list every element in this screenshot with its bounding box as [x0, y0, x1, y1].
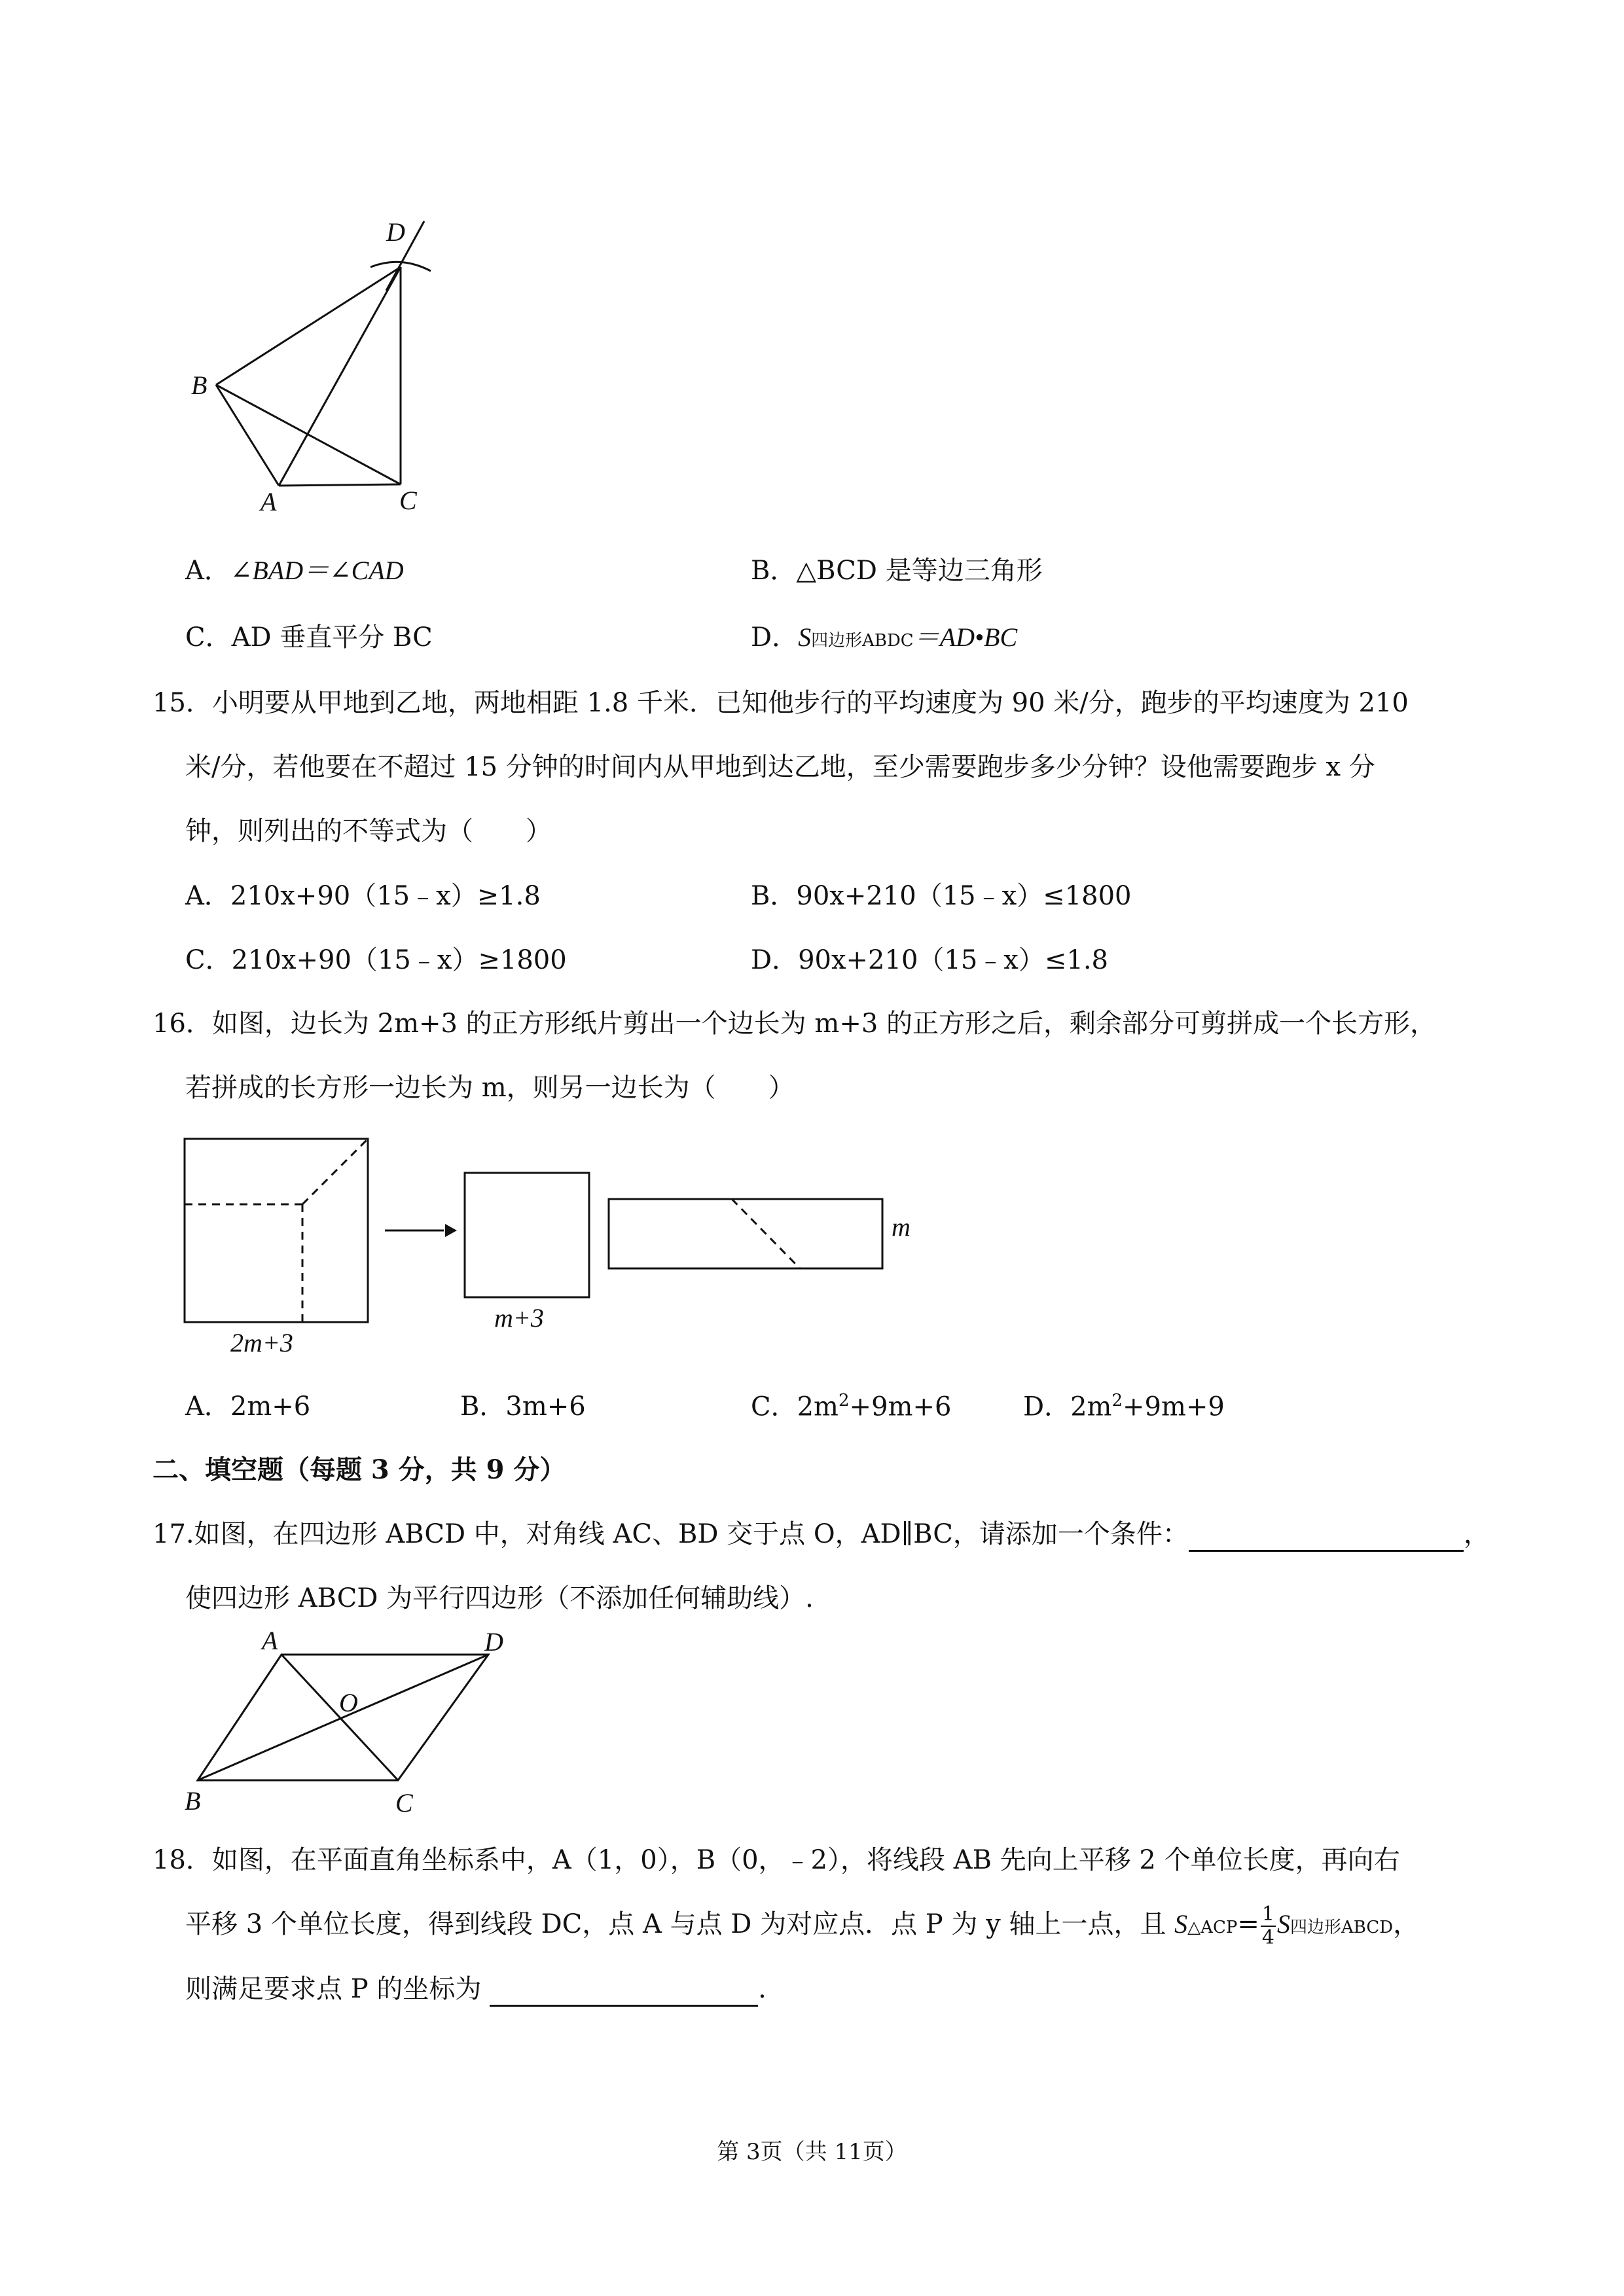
- q15-line-3: 钟，则列出的不等式为（ ）: [185, 816, 552, 846]
- q18-line-1: [153, 1844, 1400, 1876]
- q14-option-a[interactable]: [185, 555, 404, 586]
- fraction-numerator: 1: [1261, 1903, 1274, 1926]
- segment-ab: [216, 385, 279, 486]
- answer-blank[interactable]: [490, 1973, 758, 2007]
- label-big-square: 2m+3: [230, 1328, 293, 1357]
- label-small-square: m+3: [494, 1303, 544, 1333]
- question-number: 17.: [153, 1519, 194, 1549]
- question-number: 18．: [153, 1845, 212, 1875]
- option-letter: C．: [751, 1391, 797, 1422]
- option-text: 3m+6: [505, 1391, 586, 1422]
- question-number: 16．: [153, 1009, 212, 1039]
- label-a: A: [261, 487, 277, 516]
- q16-line-2: 若拼成的长方形一边长为 m，则另一边长为（ ）: [185, 1073, 795, 1103]
- figure-q16: [177, 1132, 962, 1361]
- q16-option-c[interactable]: [751, 1391, 951, 1422]
- option-letter: D．: [751, 622, 799, 653]
- fraction-one-quarter: [1261, 1905, 1276, 1948]
- option-letter: D．: [751, 945, 799, 975]
- option-letter: A．: [185, 881, 230, 911]
- q15-option-d[interactable]: [751, 944, 1108, 976]
- option-letter: C．: [185, 945, 232, 975]
- q18-line-2: [185, 1905, 1419, 1948]
- q17-line-1: [153, 1518, 1490, 1552]
- option-letter: C．: [185, 622, 232, 653]
- area-symbol: S: [798, 622, 812, 652]
- option-text: ＝AD•BC: [913, 622, 1018, 652]
- question-number: 15．: [153, 688, 212, 718]
- option-text: ∠BAD＝∠CAD: [230, 556, 404, 585]
- option-letter: A．: [185, 556, 230, 586]
- option-letter: B．: [751, 556, 797, 586]
- question-text: 平移 3 个单位长度，得到线段 DC，点 A 与点 D 为对应点．点 P 为 y 轴上一点，且: [185, 1909, 1175, 1939]
- area-symbol: S: [1174, 1909, 1188, 1939]
- figure-q14: [164, 209, 458, 517]
- label-a: A: [262, 1626, 278, 1655]
- option-exponent: 2: [839, 1391, 850, 1410]
- option-text: △BCD 是等边三角形: [796, 556, 1043, 586]
- option-text: 90x+210（15﹣x）≤1800: [796, 881, 1132, 911]
- area-subscript: △ACP: [1187, 1918, 1238, 1937]
- question-text: 如图，边长为 2m+3 的正方形纸片剪出一个边长为 m+3 的正方形之后，剩余部分可剪拼成一个长方形，: [211, 1009, 1437, 1039]
- option-text: 210x+90（15﹣x）≥1800: [231, 945, 567, 975]
- area-subscript: 四边形ABDC: [811, 631, 914, 651]
- segment-bc: [216, 385, 401, 484]
- label-o: O: [339, 1688, 358, 1717]
- label-b: B: [185, 1786, 201, 1816]
- trailing-comma: ，: [1393, 1909, 1420, 1939]
- section-heading: 二、填空题（每题 3 分，共 9 分）: [153, 1454, 566, 1485]
- diagonal-bd: [198, 1655, 488, 1780]
- cut-line-diagonal: [302, 1139, 368, 1204]
- option-text-pre: 2m: [1070, 1391, 1112, 1422]
- question-text: 如图，在四边形 ABCD 中，对角线 AC、BD 交于点 O，AD∥BC，请添加一个条件：: [194, 1519, 1189, 1549]
- q14-option-c[interactable]: [185, 622, 433, 653]
- q16-line-1: [153, 1008, 1436, 1039]
- label-b: B: [191, 370, 208, 400]
- arrow-icon: [445, 1224, 457, 1237]
- option-text-post: +9m+6: [849, 1391, 952, 1422]
- option-letter: A．: [185, 1391, 230, 1422]
- segment-bd: [216, 267, 401, 385]
- option-letter: B．: [751, 881, 797, 911]
- area-subscript: 四边形ABCD: [1290, 1918, 1394, 1937]
- label-d: D: [386, 217, 405, 247]
- label-rectangle: m: [892, 1212, 911, 1242]
- q14-option-d[interactable]: [751, 622, 1017, 653]
- option-exponent: 2: [1111, 1391, 1123, 1410]
- label-c: C: [395, 1788, 413, 1818]
- segment-ad: [279, 267, 401, 486]
- label-d: D: [484, 1627, 503, 1657]
- q17-line-2: 使四边形 ABCD 为平行四边形（不添加任何辅助线）.: [185, 1583, 814, 1613]
- question-text: 小明要从甲地到乙地，两地相距 1.8 千米．已知他步行的平均速度为 90 米/分，跑步的平均速度为 210: [211, 688, 1409, 718]
- equals-sign: =: [1237, 1909, 1259, 1939]
- trailing-comma: ，: [1463, 1519, 1490, 1549]
- option-text-pre: 2m: [797, 1391, 839, 1422]
- option-text: 2m+6: [230, 1391, 311, 1422]
- option-text: AD 垂直平分 BC: [231, 622, 433, 653]
- page-footer: 第 3页（共 11页）: [717, 2139, 907, 2165]
- q14-option-b[interactable]: [751, 555, 1043, 586]
- q18-line-3: [185, 1973, 767, 2007]
- q16-option-d[interactable]: [1023, 1391, 1225, 1422]
- option-text: 90x+210（15﹣x）≤1.8: [798, 945, 1108, 975]
- q16-option-a[interactable]: [185, 1391, 310, 1422]
- q15-line-1: [153, 687, 1409, 719]
- q15-option-b[interactable]: [751, 880, 1132, 912]
- rectangle-dashed-line: [732, 1199, 800, 1268]
- big-square: [185, 1139, 368, 1322]
- rectangle: [609, 1199, 882, 1268]
- q15-line-2: 米/分，若他要在不超过 15 分钟的时间内从甲地到达乙地，至少需要跑步多少分钟？设他需要跑步 x 分: [185, 752, 1375, 782]
- trailing-period: .: [758, 1974, 767, 2004]
- answer-blank[interactable]: [1189, 1518, 1464, 1552]
- small-square: [465, 1173, 589, 1297]
- segment-ac: [279, 484, 401, 486]
- diagonal-ac: [281, 1655, 398, 1780]
- option-letter: D．: [1023, 1391, 1071, 1422]
- q15-option-c[interactable]: [185, 944, 567, 976]
- fraction-denominator: 4: [1261, 1926, 1274, 1949]
- option-letter: B．: [460, 1391, 506, 1422]
- q16-option-b[interactable]: [460, 1391, 586, 1422]
- question-text: 则满足要求点 P 的坐标为: [185, 1974, 490, 2004]
- option-text-post: +9m+9: [1123, 1391, 1225, 1422]
- option-text: 210x+90（15﹣x）≥1.8: [230, 881, 541, 911]
- q15-option-a[interactable]: [185, 880, 541, 912]
- label-c: C: [399, 486, 417, 515]
- figure-q17: [177, 1626, 543, 1820]
- question-text: 如图，在平面直角坐标系中，A（1，0），B（0，﹣2），将线段 AB 先向上平移 2 个单位长度，再向右: [211, 1845, 1400, 1875]
- area-symbol: S: [1276, 1909, 1290, 1939]
